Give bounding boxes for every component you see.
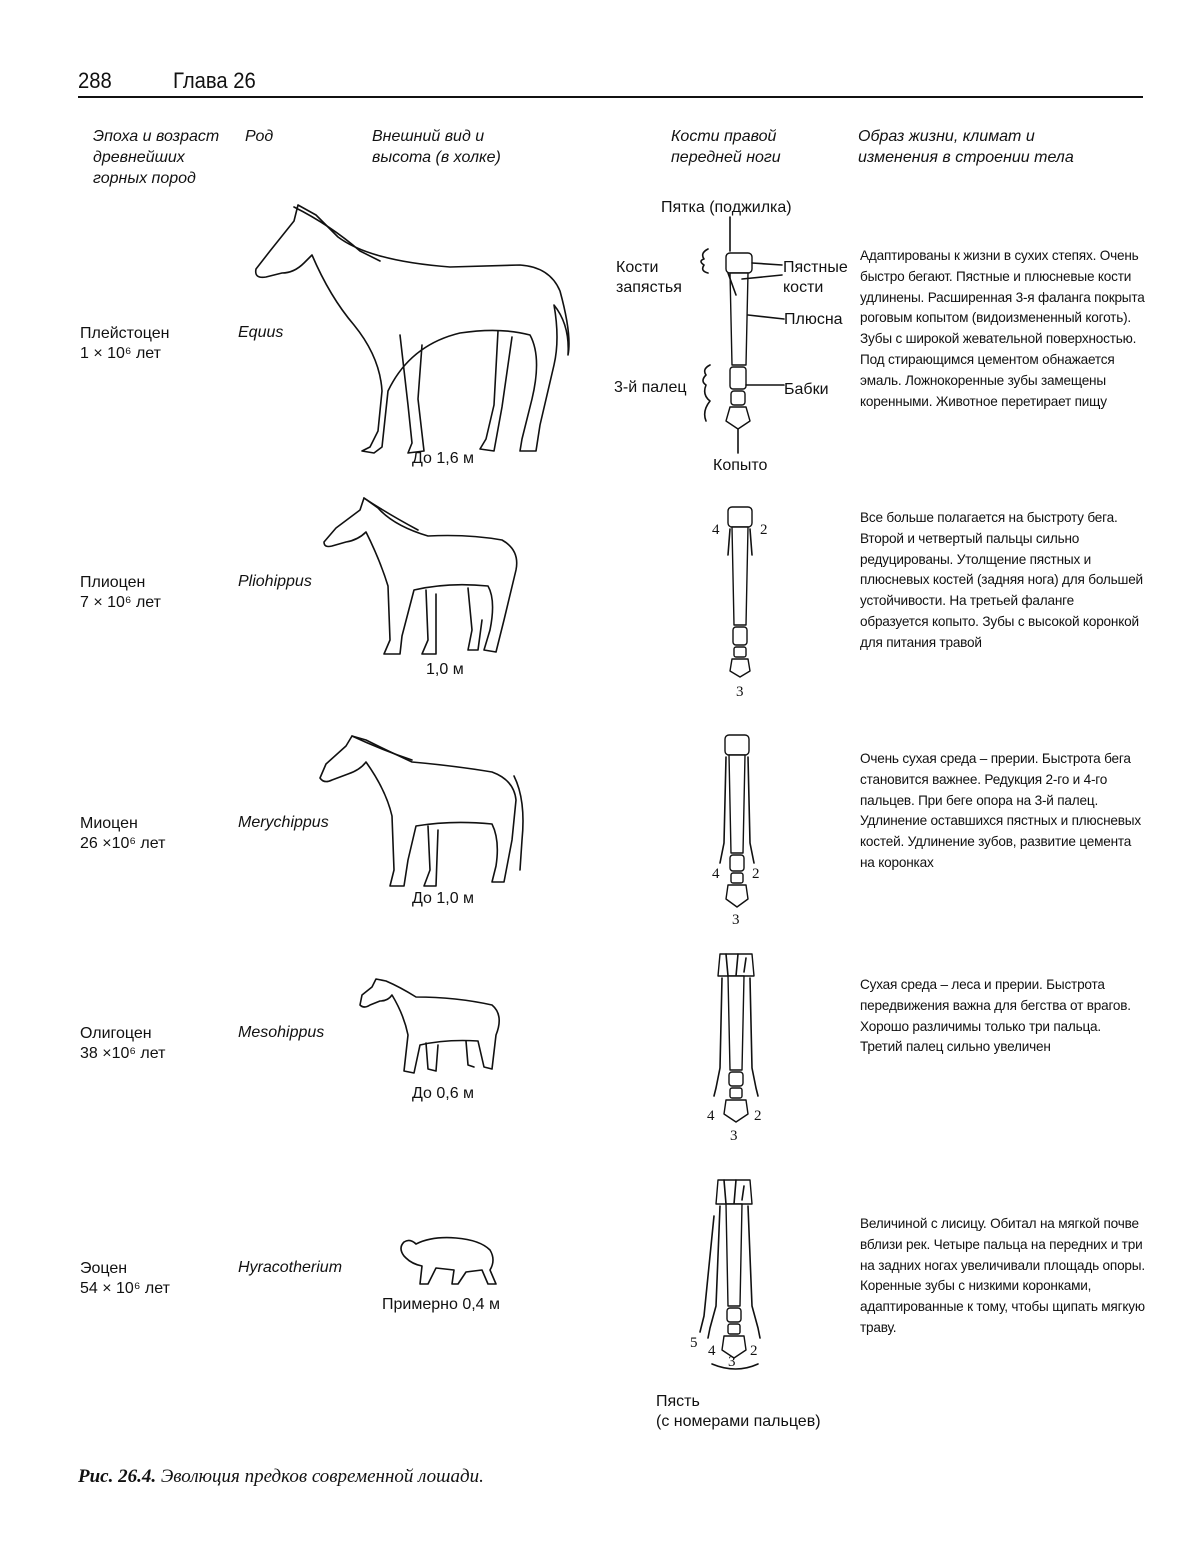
epoch-pliocene: Плиоцен 7 × 10⁶ лет [80,574,161,611]
genus-mesohippus: Mesohippus [238,1024,325,1041]
column-heading-epoch: Эпоха и возраст древнейших горных пород [93,128,220,187]
column-heading-appearance: Внешний вид и высота (в холке) [372,128,501,166]
hyracotherium-digit-5: 5 [690,1335,698,1351]
hyracotherium-digit-4: 4 [708,1343,716,1359]
figure-caption-label: Рис. 26.4. [78,1466,157,1487]
genus-merychippus: Merychippus [238,814,329,831]
equus-leg-bones-diagram [690,215,790,455]
merychippus-horse-illustration [316,730,536,895]
equus-height: До 1,6 м [412,450,475,467]
mesohippus-digit-3: 3 [730,1128,738,1144]
description-equus: Адаптированы к жизни в сухих степях. Очень быстро бегают. Пястные и плюсневые кости удлинены. Расширенная 3-я фаланга покрыта роговым копытом (видоизмененный коготь). Зубы с широкой жевательной поверхностью. Под стирающимся цементом обнажается эмаль. Ложнокоренные зубы замещены коренными. Животное перетирает пищу [860,248,1145,409]
genus-hyracotherium: Hyracotherium [238,1259,343,1276]
mesohippus-height: До 0,6 м [412,1085,475,1102]
mesohippus-digit-4: 4 [707,1108,715,1124]
merychippus-digit-4: 4 [712,866,720,882]
merychippus-leg-bones-diagram [712,733,762,918]
description-merychippus: Очень сухая среда – прерии. Быстрота бега становится важнее. Редукция 2-го и 4-го пальцев. При беге опора на 3-й палец. Удлинение оставшихся пястных и плюсневых костей. Удлинение зубов, развитие цемента на коронках [860,751,1141,870]
genus-equus: Equus [238,324,284,341]
genus-pliohippus: Pliohippus [238,573,312,590]
pliohippus-digit-2: 2 [760,522,768,538]
hyracotherium-height: Примерно 0,4 м [382,1296,500,1313]
equus-horse-illustration [250,195,600,465]
hyracotherium-digit-2: 2 [750,1343,758,1359]
hyracotherium-illustration [396,1230,506,1290]
pliohippus-digit-4: 4 [712,522,720,538]
pliohippus-horse-illustration [318,490,538,670]
mesohippus-digit-2: 2 [754,1108,762,1124]
epoch-miocene: Миоцен 26 ×10⁶ лет [80,815,166,852]
epoch-oligocene: Олигоцен 38 ×10⁶ лет [80,1025,166,1062]
pliohippus-digit-3: 3 [736,684,744,700]
figure-caption-text: Эволюция предков современной лошади. [160,1466,484,1487]
merychippus-height: До 1,0 м [412,890,475,907]
label-third-digit: 3-й палец [614,379,687,396]
page-number: 288 [78,68,112,93]
label-metatarsus: Плюсна [784,311,843,328]
pliohippus-leg-bones-diagram [720,505,760,685]
label-heel: Пятка (поджилка) [661,199,792,216]
label-metacarpals: Пястные кости [783,259,848,296]
label-carpals: Кости запястья [616,259,682,296]
figure-caption [78,1466,484,1488]
epoch-eocene: Эоцен 54 × 10⁶ лет [80,1260,170,1297]
mesohippus-horse-illustration [356,975,516,1085]
merychippus-digit-3: 3 [732,912,740,928]
description-pliohippus: Все больше полагается на быстроту бега. Второй и четвертый пальцы сильно редуцированы. Утолщение пястных и плюсневых костей (задняя нога) для большей устойчивости. На третьей фаланге образуется копыто. Зубы с высокой коронкой для питания травой [860,510,1143,650]
label-hoof: Копыто [713,457,768,474]
merychippus-digit-2: 2 [752,866,760,882]
column-heading-lifestyle: Образ жизни, климат и изменения в строении тела [858,128,1074,166]
header-rule [78,96,1143,98]
mesohippus-leg-bones-diagram [706,950,766,1130]
label-hand: Пясть (с номерами пальцев) [656,1393,821,1430]
description-hyracotherium: Величиной с лисицу. Обитал на мягкой почве вблизи рек. Четыре пальца на передних и три на задних ногах увеличивали площадь опоры. Коренные зубы с низкими коронками, адаптированные к тому, чтобы щипать мягкую траву. [860,1216,1145,1335]
column-heading-bones: Кости правой передней ноги [671,128,781,166]
hyracotherium-digit-3: 3 [728,1354,736,1370]
chapter-title: Глава 26 [173,68,256,93]
epoch-pleistocene: Плейстоцен 1 × 10⁶ лет [80,325,170,362]
label-pasterns: Бабки [784,381,829,398]
description-mesohippus: Сухая среда – леса и прерии. Быстрота передвижения важна для бегства от врагов. Хорошо различимы только три пальца. Третий палец сильно увеличен [860,977,1131,1055]
pliohippus-height: 1,0 м [426,661,464,678]
column-heading-genus: Род [245,128,274,145]
